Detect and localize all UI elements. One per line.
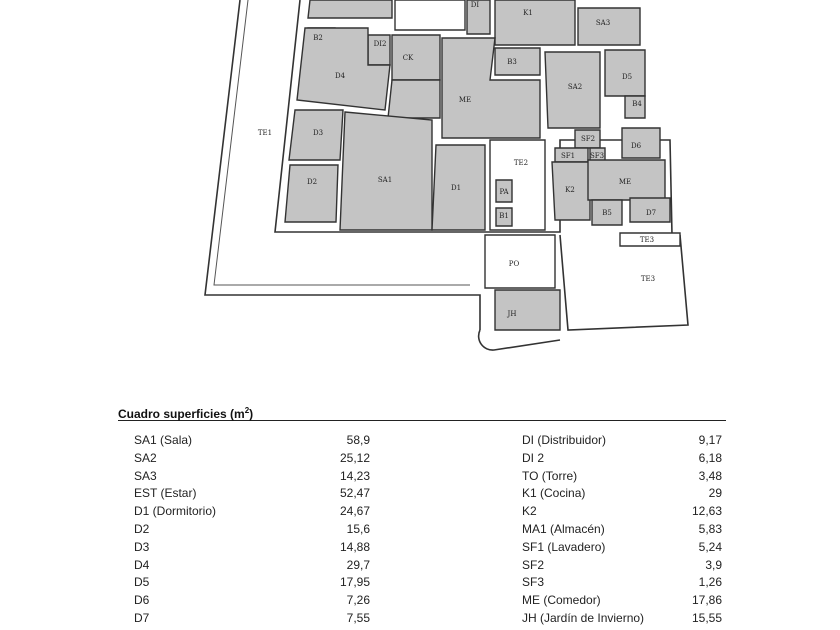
room-area: 14,23 — [339, 468, 370, 483]
label-d3: D3 — [312, 129, 324, 137]
table-row — [522, 574, 722, 592]
label-jh: JH — [507, 310, 517, 318]
room-name: SF2 — [522, 557, 545, 572]
table-title — [118, 402, 726, 421]
room-area: 15,6 — [346, 521, 370, 536]
table-row — [134, 592, 370, 610]
tower-round — [479, 330, 560, 350]
room-area: 3,9 — [705, 557, 722, 572]
outer-wall-right — [560, 235, 688, 330]
room-name: D3 — [134, 539, 150, 554]
label-k1: K1 — [523, 9, 533, 17]
room-name: ME (Comedor) — [522, 593, 601, 608]
room-name: D1 (Dormitorio) — [134, 504, 217, 519]
table-row — [522, 557, 722, 575]
room-name: D5 — [134, 575, 150, 590]
table-row — [522, 450, 722, 468]
room-name: SF1 (Lavadero) — [522, 539, 606, 554]
label-b1: B1 — [499, 212, 509, 220]
room-k1 — [495, 0, 575, 45]
label-me-left: ME — [458, 96, 472, 104]
label-b4: B4 — [632, 100, 642, 108]
table-row — [134, 432, 370, 450]
room-po — [485, 235, 555, 288]
label-k2: K2 — [565, 186, 575, 194]
label-sf2: SF2 — [580, 135, 596, 143]
room-name: SA2 — [134, 450, 157, 465]
label-te1: TE1 — [257, 129, 273, 137]
room-b3 — [495, 48, 540, 75]
table-row — [134, 574, 370, 592]
room-area: 58,9 — [346, 433, 370, 447]
room-name: K2 — [522, 504, 537, 519]
room-area: 12,63 — [691, 504, 722, 519]
label-d1: D1 — [450, 184, 462, 192]
room-jh — [495, 290, 560, 330]
table-row — [522, 592, 722, 610]
room-top-open — [395, 0, 465, 30]
room-area: 3,48 — [698, 468, 722, 483]
label-sf1: SF1 — [560, 152, 576, 160]
label-b5: B5 — [602, 209, 612, 217]
room-corridor — [388, 80, 440, 118]
room-top-left — [308, 0, 392, 18]
room-name: TO (Torre) — [522, 468, 578, 483]
table-row — [522, 468, 722, 486]
table-column-left — [134, 432, 370, 628]
room-area: 17,86 — [691, 593, 722, 608]
room-area: 1,26 — [698, 575, 722, 590]
label-di2: DI2 — [373, 40, 387, 48]
label-d6: D6 — [630, 142, 642, 150]
room-name: MA1 (Almacén) — [522, 521, 605, 536]
label-po: PO — [508, 260, 520, 268]
label-sa2: SA2 — [567, 83, 583, 91]
room-name: D2 — [134, 521, 150, 536]
room-sa1 — [340, 112, 432, 230]
table-row — [134, 468, 370, 486]
label-d7: D7 — [645, 209, 657, 217]
room-name: DI (Distribuidor) — [522, 433, 607, 447]
room-area: 5,83 — [698, 521, 722, 536]
room-area: 52,47 — [339, 486, 370, 501]
room-name: D6 — [134, 593, 150, 608]
table-row — [134, 485, 370, 503]
table-column-right — [522, 432, 722, 628]
label-d5: D5 — [621, 73, 633, 81]
label-d2: D2 — [306, 178, 318, 186]
table-title-text: Cuadro superficies (m — [118, 407, 245, 421]
table-row — [134, 557, 370, 575]
room-area: 5,24 — [698, 539, 722, 554]
label-sa3: SA3 — [595, 19, 611, 27]
room-area: 7,26 — [346, 593, 370, 608]
room-area: 17,95 — [339, 575, 370, 590]
room-area: 29 — [708, 486, 722, 501]
label-sa1: SA1 — [377, 176, 393, 184]
table-row — [522, 539, 722, 557]
room-area: 9,17 — [698, 433, 722, 447]
table-row — [134, 503, 370, 521]
table-row — [134, 521, 370, 539]
label-te2: TE2 — [513, 159, 529, 167]
label-te3: TE3 — [640, 275, 656, 283]
room-area: 25,12 — [339, 450, 370, 465]
label-b3: B3 — [507, 58, 517, 66]
room-area: 29,7 — [346, 557, 370, 572]
label-pa: PA — [499, 188, 509, 196]
table-row — [522, 503, 722, 521]
label-me-right: ME — [618, 178, 632, 186]
room-name: D7 — [134, 610, 150, 625]
table-row — [522, 610, 722, 628]
label-sf3: SF3 — [589, 152, 605, 160]
room-name: D4 — [134, 557, 150, 572]
surfaces-table — [118, 402, 728, 625]
room-name: SA3 — [134, 468, 157, 483]
room-area: 6,18 — [698, 450, 722, 465]
room-d2 — [285, 165, 338, 222]
room-area: 7,55 — [346, 610, 370, 625]
table-row — [134, 610, 370, 628]
room-name: EST (Estar) — [134, 486, 197, 501]
table-row — [522, 521, 722, 539]
room-name: K1 (Cocina) — [522, 486, 586, 501]
label-te3-strip: TE3 — [639, 236, 655, 244]
room-name: DI 2 — [522, 450, 545, 465]
room-area: 24,67 — [339, 504, 370, 519]
table-row — [134, 539, 370, 557]
label-d4: D4 — [334, 72, 346, 80]
table-row — [522, 485, 722, 503]
table-title-sup: 2 — [244, 406, 250, 415]
room-name: SA1 (Sala) — [134, 433, 193, 447]
room-area: 15,55 — [691, 610, 722, 625]
room-area: 14,88 — [339, 539, 370, 554]
room-name: SF3 — [522, 575, 545, 590]
table-row — [134, 450, 370, 468]
table-title-end: ) — [249, 407, 254, 421]
table-row — [522, 432, 722, 450]
label-di-top: DI — [470, 1, 480, 9]
label-b2: B2 — [313, 34, 323, 42]
room-name: JH (Jardín de Invierno) — [522, 610, 645, 625]
label-ck: CK — [402, 54, 414, 62]
room-ck — [392, 35, 440, 80]
